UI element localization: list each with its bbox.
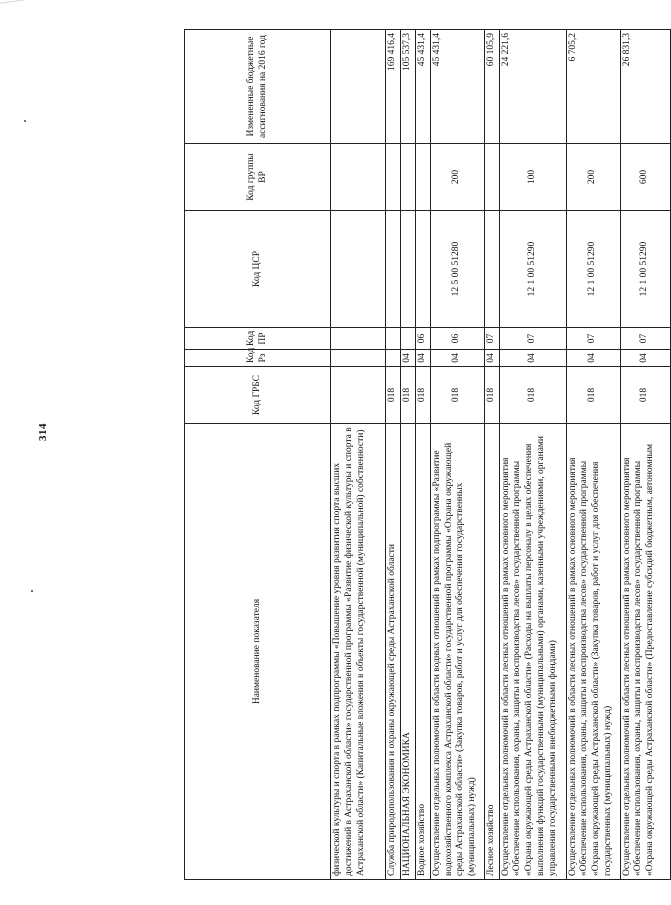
cell-amount: 45 431,4 xyxy=(430,30,484,144)
cell-pr xyxy=(386,328,401,350)
table-header-row xyxy=(185,30,331,880)
cell-amount: 105 537,3 xyxy=(400,30,415,144)
budget-table xyxy=(184,29,671,880)
cell-vr: 200 xyxy=(566,144,620,211)
cell-csr xyxy=(400,211,415,328)
cell-csr: 12 1 00 51290 xyxy=(620,211,670,328)
cell-pr: 06 xyxy=(430,328,484,350)
cell-rz xyxy=(331,350,386,367)
cell-amount xyxy=(331,30,386,144)
cell-vr: 100 xyxy=(499,144,566,211)
cell-grbs: 018 xyxy=(415,367,430,424)
cell-amount: 169 416,4 xyxy=(386,30,401,144)
cell-amount: 26 831,3 xyxy=(620,30,670,144)
cell-rz: 04 xyxy=(620,350,670,367)
cell-name: Лесное хозяйство xyxy=(484,424,499,880)
cell-csr: 12 5 00 51280 xyxy=(430,211,484,328)
cell-csr xyxy=(331,211,386,328)
table-row xyxy=(484,30,499,880)
cell-pr: 07 xyxy=(566,328,620,350)
cell-grbs xyxy=(331,367,386,424)
cell-name: Осуществление отдельных полномочий в области лесных отношений в рамках основного мероприятия «Обеспечение использования, охраны, защиты и воспроизводства лесов» государственной программы «Охрана окружающей среды Астраханской области» (Закупка товаров, работ и услуг для обеспечения государственных (муниципальных) нужд) xyxy=(566,424,620,880)
cell-csr xyxy=(386,211,401,328)
page-number: 314 xyxy=(37,423,49,441)
header-name: Наименование показателя xyxy=(185,424,331,880)
table-row xyxy=(400,30,415,880)
cell-amount: 60 105,9 xyxy=(484,30,499,144)
header-csr: Код ЦСР xyxy=(185,211,331,328)
scan-smudge xyxy=(0,0,40,10)
cell-name: Осуществление отдельных полномочий в области лесных отношений в рамках основного мероприятия «Обеспечение использования, охраны, защиты и воспроизводства лесов» государственной программы «Охрана окружающей среды Астраханской области» (Предоставление субсидий бюджетным, автономным xyxy=(620,424,670,880)
header-vr: Код группы ВР xyxy=(185,144,331,211)
cell-grbs: 018 xyxy=(499,367,566,424)
cell-rz: 04 xyxy=(499,350,566,367)
cell-vr xyxy=(484,144,499,211)
table-row xyxy=(386,30,401,880)
cell-rz xyxy=(386,350,401,367)
cell-pr xyxy=(331,328,386,350)
rotated-table-wrapper xyxy=(184,30,656,880)
cell-grbs: 018 xyxy=(566,367,620,424)
cell-name: Осуществление отдельных полномочий в области водных отношений в рамках подпрограммы «Развитие водохозяйственного комплекса Астраханской области» государственной программы «Охрана окружающей среды Астраханской области» (Закупка товаров, работ и услуг для обеспечения государственных (муниципальных) нужд) xyxy=(430,424,484,880)
table-row xyxy=(499,30,566,880)
cell-name: физической культуры и спорта в рамках подпрограммы «Повышение уровня развития спорта высших достижений в Астраханской области» государственной программы «Развитие физической культуры и спорта в Астраханской области» (Капитальные вложения в объекты государственной (муниципальной) собственности) xyxy=(331,424,386,880)
table-row xyxy=(430,30,484,880)
table-row xyxy=(331,30,386,880)
cell-pr xyxy=(400,328,415,350)
cell-pr: 06 xyxy=(415,328,430,350)
header-rz: Код Рз xyxy=(185,350,331,367)
cell-vr xyxy=(331,144,386,211)
cell-grbs: 018 xyxy=(400,367,415,424)
cell-vr: 200 xyxy=(430,144,484,211)
budget-table-frame xyxy=(184,30,656,880)
cell-csr: 12 1 00 51290 xyxy=(499,211,566,328)
cell-amount: 24 221,6 xyxy=(499,30,566,144)
cell-vr xyxy=(386,144,401,211)
cell-pr: 07 xyxy=(484,328,499,350)
cell-grbs: 018 xyxy=(430,367,484,424)
header-grbs: Код ГРБС xyxy=(185,367,331,424)
cell-grbs: 018 xyxy=(620,367,670,424)
table-row xyxy=(415,30,430,880)
cell-grbs: 018 xyxy=(484,367,499,424)
cell-vr xyxy=(415,144,430,211)
cell-amount: 45 431,4 xyxy=(415,30,430,144)
cell-vr xyxy=(400,144,415,211)
cell-csr xyxy=(484,211,499,328)
cell-grbs: 018 xyxy=(386,367,401,424)
header-pr: Код ПР xyxy=(185,328,331,350)
scan-speck xyxy=(31,590,33,592)
cell-rz: 04 xyxy=(430,350,484,367)
cell-csr xyxy=(415,211,430,328)
cell-name: Водное хозяйство xyxy=(415,424,430,880)
cell-name: НАЦИОНАЛЬНАЯ ЭКОНОМИКА xyxy=(400,424,415,880)
cell-rz: 04 xyxy=(484,350,499,367)
table-row xyxy=(620,30,670,880)
cell-vr: 600 xyxy=(620,144,670,211)
cell-name: Служба природопользования и охраны окружающей среды Астраханской области xyxy=(386,424,401,880)
cell-pr: 07 xyxy=(620,328,670,350)
scan-speck xyxy=(24,120,26,122)
cell-pr: 07 xyxy=(499,328,566,350)
header-amount: Измененные бюджетные ассигнования на 2016 год xyxy=(185,30,331,144)
cell-csr: 12 1 00 51290 xyxy=(566,211,620,328)
cell-rz: 04 xyxy=(400,350,415,367)
cell-rz: 04 xyxy=(566,350,620,367)
cell-rz: 04 xyxy=(415,350,430,367)
cell-name: Осуществление отдельных полномочий в области лесных отношений в рамках основного мероприятия «Обеспечение использования, охраны, защиты и воспроизводства лесов» государственной программы «Охрана окружающей среды Астраханской области» (Расходы на выплаты персоналу в целях обеспечения выполнения функций государственными (муниципальными) органами, казенными учреждениями, органами управления государственными внебюджетными фондами) xyxy=(499,424,566,880)
cell-amount: 6 705,2 xyxy=(566,30,620,144)
table-row xyxy=(566,30,620,880)
